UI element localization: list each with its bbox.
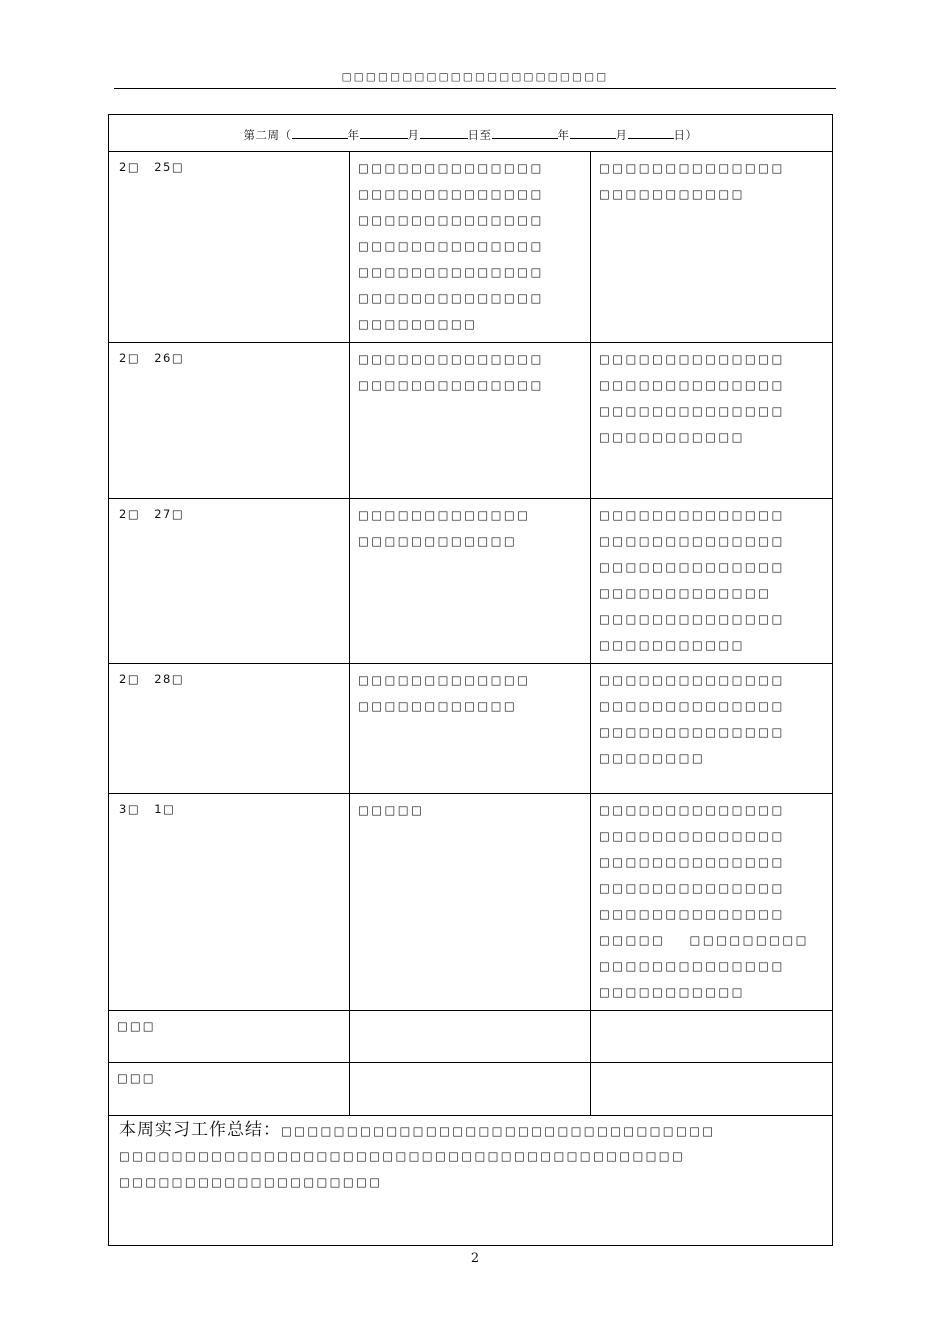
summary-text: □□□□□□□□□□□□□□□□□□□□□□□□□□□□□□□□□□□□□□□□□□□ (119, 1149, 686, 1163)
summary-label: 本周实习工作总结： (119, 1120, 281, 1140)
date-cell: 2□ 26□ (109, 343, 350, 499)
notes-cell: □□□□□□□□□□□□□□ □□□□□□□□□□□□□□ □□□□□□□□□□□□□□ □□□□□□□□□□□ (591, 343, 833, 499)
weekly-summary (109, 1116, 833, 1246)
notes-cell: □□□□□□□□□□□□□□ □□□□□□□□□□□□□□ □□□□□□□□□□□□□□ □□□□□□□□ (591, 664, 833, 794)
table-row (109, 1063, 833, 1116)
page-number: 2 (470, 1251, 480, 1266)
content-cell: □□□□□□□□□□□□□□ □□□□□□□□□□□□□□ □□□□□□□□□□□□□□ □□□□□□□□□□□□□□ □□□□□□□□□□□□□□ □□□□□□□□□□□□□□ □□□□□□□□□ (350, 152, 591, 343)
notes-cell: □□□□□□□□□□□□□□ □□□□□□□□□□□ (591, 152, 833, 343)
summary-text: □□□□□□□□□□□□□□□□□□□□□□□□□□□□□□□□□ (281, 1124, 716, 1138)
date-cell: 2□ 25□ (109, 152, 350, 343)
date-cell: 3□ 1□ (109, 794, 350, 1011)
table-row (109, 794, 833, 1011)
table-row (109, 499, 833, 664)
date-cell: 2□ 28□ (109, 664, 350, 794)
empty-cell (591, 1063, 833, 1116)
row-label: □□□ (109, 1011, 350, 1063)
empty-cell (591, 1011, 833, 1063)
weekly-log-table (108, 114, 833, 1246)
table-row (109, 343, 833, 499)
page-header-text: □□□□□□□□□□□□□□□□□□□□□□ (341, 71, 609, 83)
notes-cell: □□□□□□□□□□□□□□ □□□□□□□□□□□□□□ □□□□□□□□□□□□□□ □□□□□□□□□□□□□□ □□□□□□□□□□□□□□ □□□□□ □□□□□□□□□ □□□□□□□□□□□□□□ □□□□□□□□□□□ (591, 794, 833, 1011)
empty-cell (350, 1011, 591, 1063)
content-cell: □□□□□□□□□□□□□ □□□□□□□□□□□□ (350, 499, 591, 664)
content-cell: □□□□□□□□□□□□□□ □□□□□□□□□□□□□□ (350, 343, 591, 499)
table-row (109, 664, 833, 794)
week-title: 第二周（ 年 月 日至 年 月 日） (109, 115, 833, 152)
notes-cell: □□□□□□□□□□□□□□ □□□□□□□□□□□□□□ □□□□□□□□□□□□□□ □□□□□□□□□□□□□ □□□□□□□□□□□□□□ □□□□□□□□□□□ (591, 499, 833, 664)
header-rule (114, 88, 836, 89)
table-row (109, 152, 833, 343)
table-row (109, 1011, 833, 1063)
summary-text: □□□□□□□□□□□□□□□□□□□□ (119, 1175, 383, 1189)
row-label: □□□ (109, 1063, 350, 1116)
content-cell: □□□□□ (350, 794, 591, 1011)
date-cell: 2□ 27□ (109, 499, 350, 664)
empty-cell (350, 1063, 591, 1116)
content-cell: □□□□□□□□□□□□□ □□□□□□□□□□□□ (350, 664, 591, 794)
